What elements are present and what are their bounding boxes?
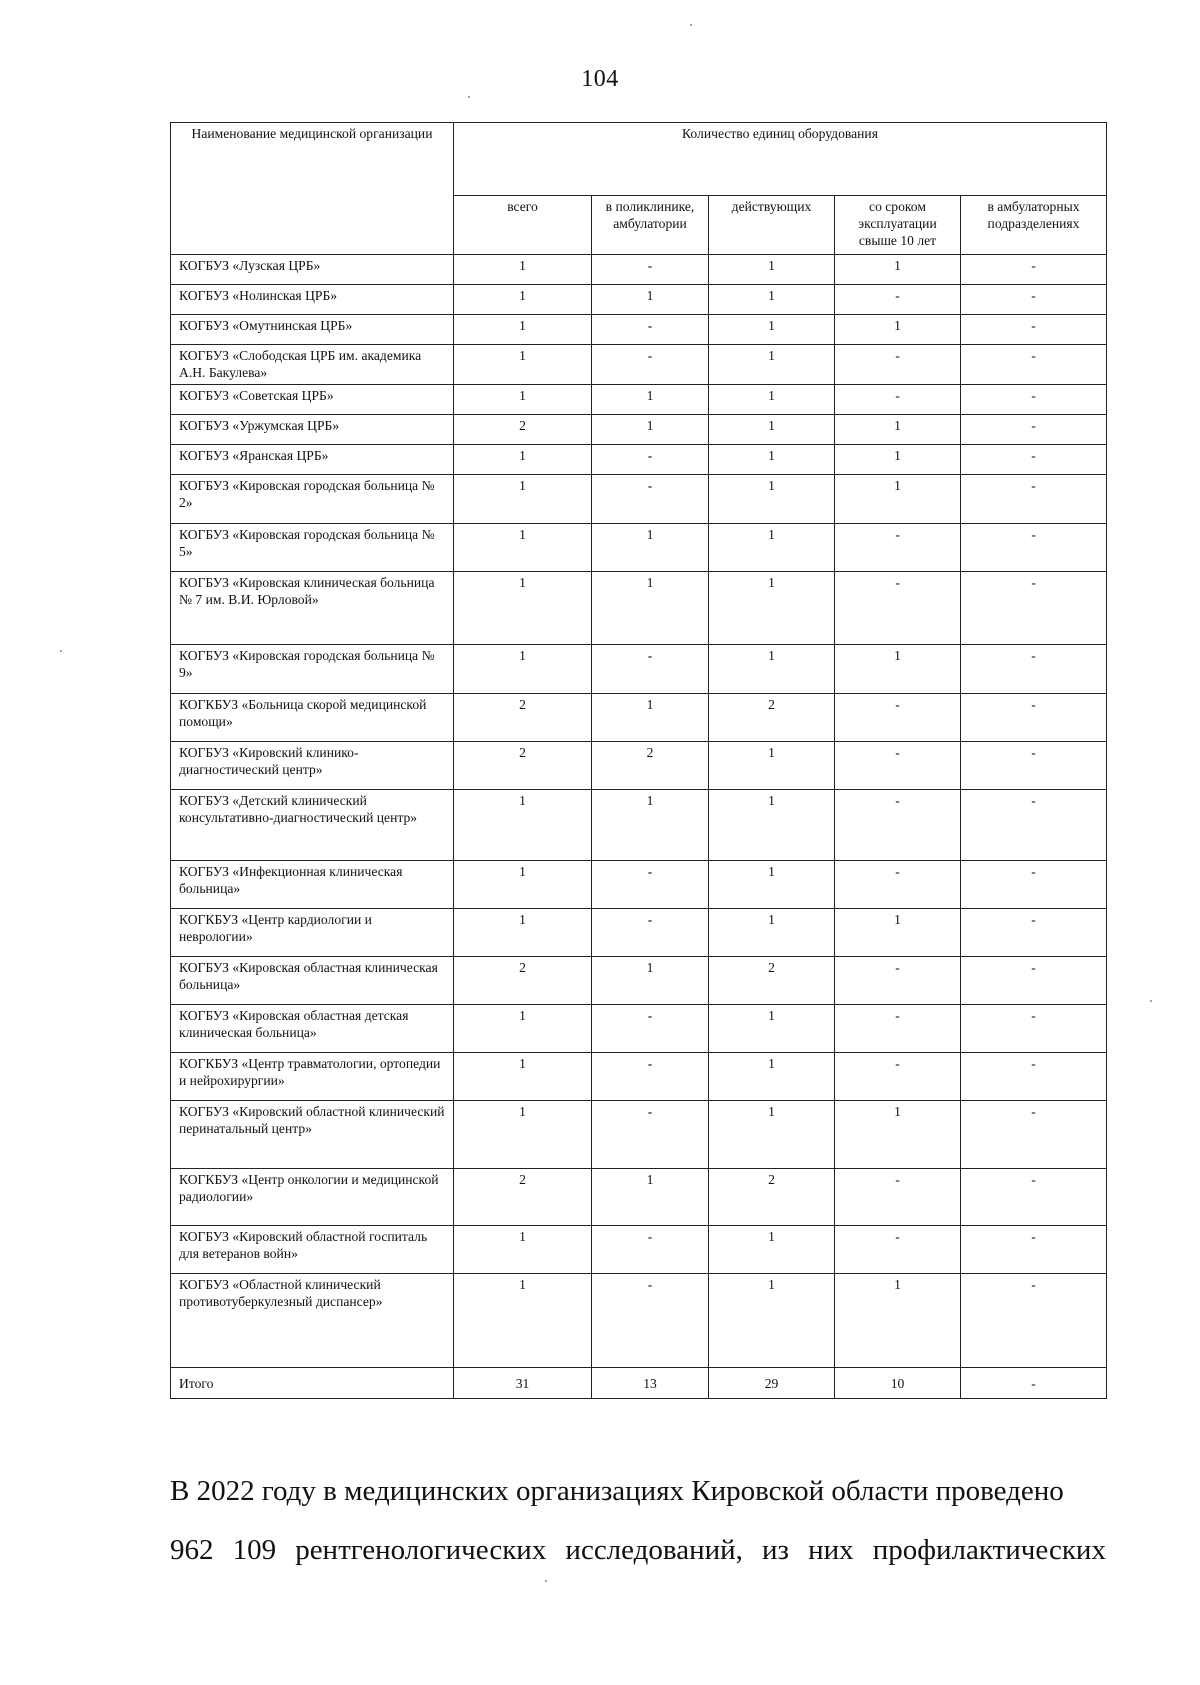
cell-value: - — [961, 315, 1107, 345]
cell-value: - — [835, 861, 961, 909]
cell-value: - — [961, 285, 1107, 315]
cell-value: 1 — [709, 1101, 835, 1169]
cell-value: 1 — [454, 1226, 592, 1274]
cell-value: - — [961, 645, 1107, 694]
cell-value: 1 — [454, 1101, 592, 1169]
cell-value: 1 — [592, 957, 709, 1005]
paragraph-word: рентгенологических — [295, 1534, 547, 1566]
cell-value: - — [835, 385, 961, 415]
cell-value: - — [961, 415, 1107, 445]
cell-value: 1 — [709, 1274, 835, 1368]
paragraph-word: них — [808, 1534, 854, 1566]
organization-name: КОГБУЗ «Областной клинический противотуберкулезный диспансер» — [171, 1274, 454, 1368]
total-value: 29 — [709, 1368, 835, 1399]
cell-value: 1 — [592, 1169, 709, 1226]
cell-value: - — [592, 315, 709, 345]
cell-value: - — [835, 957, 961, 1005]
table-body — [171, 255, 1107, 1368]
organization-name: КОГБУЗ «Кировская городская больница № 2» — [171, 475, 454, 524]
cell-value: 1 — [709, 645, 835, 694]
cell-value: - — [961, 445, 1107, 475]
scan-speck — [545, 1580, 547, 1582]
table-row — [171, 742, 1107, 790]
header-over-10-years: со сроком эксплуатации свыше 10 лет — [835, 196, 961, 255]
cell-value: - — [835, 742, 961, 790]
cell-value: 1 — [835, 645, 961, 694]
cell-value: 1 — [592, 694, 709, 742]
cell-value: - — [592, 255, 709, 285]
cell-value: 1 — [709, 861, 835, 909]
table-row — [171, 694, 1107, 742]
cell-value: - — [961, 1274, 1107, 1368]
cell-value: 1 — [454, 1274, 592, 1368]
cell-value: 1 — [592, 285, 709, 315]
cell-value: 1 — [454, 255, 592, 285]
organization-name: КОГБУЗ «Кировский областной госпиталь для ветеранов войн» — [171, 1226, 454, 1274]
cell-value: - — [835, 790, 961, 861]
cell-value: 1 — [454, 345, 592, 385]
cell-value: - — [961, 1053, 1107, 1101]
cell-value: 2 — [454, 1169, 592, 1226]
cell-value: - — [961, 1005, 1107, 1053]
organization-name: КОГБУЗ «Нолинская ЦРБ» — [171, 285, 454, 315]
cell-value: 1 — [709, 345, 835, 385]
cell-value: 1 — [709, 315, 835, 345]
cell-value: 1 — [592, 415, 709, 445]
header-total: всего — [454, 196, 592, 255]
cell-value: 2 — [454, 415, 592, 445]
table-row — [171, 1053, 1107, 1101]
organization-name: КОГКБУЗ «Больница скорой медицинской помощи» — [171, 694, 454, 742]
table-row — [171, 345, 1107, 385]
cell-value: - — [961, 1101, 1107, 1169]
table-row — [171, 255, 1107, 285]
cell-value: - — [961, 861, 1107, 909]
cell-value: 1 — [835, 445, 961, 475]
cell-value: 1 — [454, 475, 592, 524]
cell-value: - — [961, 790, 1107, 861]
cell-value: 1 — [454, 645, 592, 694]
table-row — [171, 315, 1107, 345]
cell-value: 1 — [709, 285, 835, 315]
page-number: 104 — [581, 66, 619, 92]
cell-value: - — [835, 1005, 961, 1053]
organization-name: КОГКБУЗ «Центр онкологии и медицинской радиологии» — [171, 1169, 454, 1226]
cell-value: 2 — [709, 694, 835, 742]
cell-value: 1 — [835, 1274, 961, 1368]
header-active: действующих — [709, 196, 835, 255]
cell-value: 1 — [592, 524, 709, 572]
total-value: 31 — [454, 1368, 592, 1399]
cell-value: 1 — [835, 315, 961, 345]
cell-value: 1 — [454, 524, 592, 572]
organization-name: КОГБУЗ «Лузская ЦРБ» — [171, 255, 454, 285]
cell-value: - — [592, 1274, 709, 1368]
cell-value: - — [835, 1053, 961, 1101]
cell-value: 2 — [454, 957, 592, 1005]
table-row — [171, 909, 1107, 957]
paragraph-word: из — [762, 1534, 789, 1566]
cell-value: - — [835, 694, 961, 742]
cell-value: 1 — [709, 445, 835, 475]
cell-value: 1 — [454, 572, 592, 645]
scan-speck — [690, 24, 692, 26]
total-label: Итого — [171, 1368, 454, 1399]
cell-value: 1 — [709, 415, 835, 445]
cell-value: 1 — [709, 1226, 835, 1274]
cell-value: - — [961, 1169, 1107, 1226]
cell-value: - — [961, 475, 1107, 524]
cell-value: 2 — [592, 742, 709, 790]
total-value: - — [961, 1368, 1107, 1399]
organization-name: КОГБУЗ «Кировский клинико-диагностический центр» — [171, 742, 454, 790]
table-row — [171, 415, 1107, 445]
cell-value: 1 — [709, 475, 835, 524]
organization-name: КОГБУЗ «Кировская городская больница № 5» — [171, 524, 454, 572]
cell-value: - — [961, 255, 1107, 285]
organization-name: КОГКБУЗ «Центр кардиологии и неврологии» — [171, 909, 454, 957]
cell-value: - — [835, 572, 961, 645]
scan-speck — [1150, 1000, 1152, 1002]
cell-value: 1 — [709, 742, 835, 790]
cell-value: 2 — [709, 1169, 835, 1226]
cell-value: - — [835, 285, 961, 315]
cell-value: 1 — [454, 385, 592, 415]
cell-value: 1 — [454, 445, 592, 475]
cell-value: 1 — [709, 1005, 835, 1053]
cell-value: - — [592, 1101, 709, 1169]
organization-name: КОГБУЗ «Слободская ЦРБ им. академика А.Н. Бакулева» — [171, 345, 454, 385]
cell-value: - — [961, 909, 1107, 957]
cell-value: 2 — [454, 742, 592, 790]
paragraph-word: 962 — [170, 1534, 214, 1566]
cell-value: 1 — [592, 790, 709, 861]
cell-value: - — [961, 524, 1107, 572]
cell-value: 1 — [454, 315, 592, 345]
table-row — [171, 1274, 1107, 1368]
cell-value: - — [592, 445, 709, 475]
cell-value: 1 — [835, 415, 961, 445]
cell-value: - — [592, 1053, 709, 1101]
header-equipment-quantity: Количество единиц оборудования — [454, 123, 1107, 196]
cell-value: 1 — [835, 1101, 961, 1169]
cell-value: 1 — [835, 909, 961, 957]
cell-value: 1 — [709, 790, 835, 861]
cell-value: 1 — [454, 909, 592, 957]
cell-value: - — [835, 345, 961, 385]
cell-value: - — [835, 524, 961, 572]
paragraph-word: 109 — [232, 1534, 277, 1566]
cell-value: - — [835, 1169, 961, 1226]
paragraph-word: исследований, — [565, 1534, 743, 1566]
cell-value: 1 — [454, 1053, 592, 1101]
table-row — [171, 790, 1107, 861]
table-row — [171, 445, 1107, 475]
paragraph-line-2 — [170, 1521, 1106, 1580]
cell-value: 1 — [454, 285, 592, 315]
cell-value: - — [961, 385, 1107, 415]
cell-value: 1 — [835, 475, 961, 524]
cell-value: 1 — [454, 790, 592, 861]
cell-value: - — [592, 861, 709, 909]
table-row — [171, 524, 1107, 572]
cell-value: - — [592, 1005, 709, 1053]
organization-name: КОГБУЗ «Кировская клиническая больница № 7 им. В.И. Юрловой» — [171, 572, 454, 645]
cell-value: - — [592, 475, 709, 524]
total-value: 13 — [592, 1368, 709, 1399]
body-paragraph — [170, 1462, 1106, 1580]
equipment-table — [170, 122, 1107, 1399]
cell-value: - — [961, 742, 1107, 790]
cell-value: - — [961, 957, 1107, 1005]
cell-value: 1 — [709, 255, 835, 285]
total-row — [171, 1368, 1107, 1399]
table-row — [171, 285, 1107, 315]
table-row — [171, 645, 1107, 694]
table-row — [171, 572, 1107, 645]
cell-value: - — [961, 1226, 1107, 1274]
cell-value: 1 — [454, 1005, 592, 1053]
cell-value: - — [961, 345, 1107, 385]
scan-speck — [60, 650, 62, 652]
cell-value: 1 — [592, 572, 709, 645]
header-organization-name: Наименование медицинской организации — [171, 123, 454, 255]
cell-value: 1 — [454, 861, 592, 909]
cell-value: - — [835, 1226, 961, 1274]
header-outpatient-units: в амбулаторных подразделениях — [961, 196, 1107, 255]
paragraph-line-1: В 2022 году в медицинских организациях Кировской области проведено — [170, 1475, 1064, 1507]
table-row — [171, 385, 1107, 415]
cell-value: - — [592, 909, 709, 957]
table-row — [171, 957, 1107, 1005]
organization-name: КОГБУЗ «Омутнинская ЦРБ» — [171, 315, 454, 345]
total-value: 10 — [835, 1368, 961, 1399]
organization-name: КОГБУЗ «Уржумская ЦРБ» — [171, 415, 454, 445]
cell-value: 1 — [709, 385, 835, 415]
organization-name: КОГБУЗ «Яранская ЦРБ» — [171, 445, 454, 475]
cell-value: - — [592, 1226, 709, 1274]
cell-value: - — [961, 572, 1107, 645]
table-row — [171, 1005, 1107, 1053]
cell-value: - — [961, 694, 1107, 742]
table-row — [171, 1226, 1107, 1274]
table-row — [171, 1169, 1107, 1226]
paragraph-word: профилактических — [872, 1534, 1106, 1566]
organization-name: КОГБУЗ «Кировская городская больница № 9» — [171, 645, 454, 694]
organization-name: КОГБУЗ «Кировский областной клинический перинатальный центр» — [171, 1101, 454, 1169]
cell-value: - — [592, 645, 709, 694]
cell-value: 1 — [835, 255, 961, 285]
cell-value: 1 — [709, 1053, 835, 1101]
cell-value: 1 — [709, 524, 835, 572]
cell-value: - — [592, 345, 709, 385]
table-row — [171, 1101, 1107, 1169]
organization-name: КОГБУЗ «Кировская областная клиническая больница» — [171, 957, 454, 1005]
organization-name: КОГБУЗ «Советская ЦРБ» — [171, 385, 454, 415]
cell-value: 2 — [709, 957, 835, 1005]
organization-name: КОГБУЗ «Детский клинический консультативно-диагностический центр» — [171, 790, 454, 861]
scan-speck — [468, 96, 470, 98]
organization-name: КОГБУЗ «Кировская областная детская клиническая больница» — [171, 1005, 454, 1053]
organization-name: КОГБУЗ «Инфекционная клиническая больница» — [171, 861, 454, 909]
cell-value: 1 — [709, 572, 835, 645]
table-row — [171, 861, 1107, 909]
header-in-polyclinic: в поликлинике, амбулатории — [592, 196, 709, 255]
cell-value: 1 — [709, 909, 835, 957]
table-row — [171, 475, 1107, 524]
cell-value: 1 — [592, 385, 709, 415]
organization-name: КОГКБУЗ «Центр травматологии, ортопедии и нейрохирургии» — [171, 1053, 454, 1101]
cell-value: 2 — [454, 694, 592, 742]
